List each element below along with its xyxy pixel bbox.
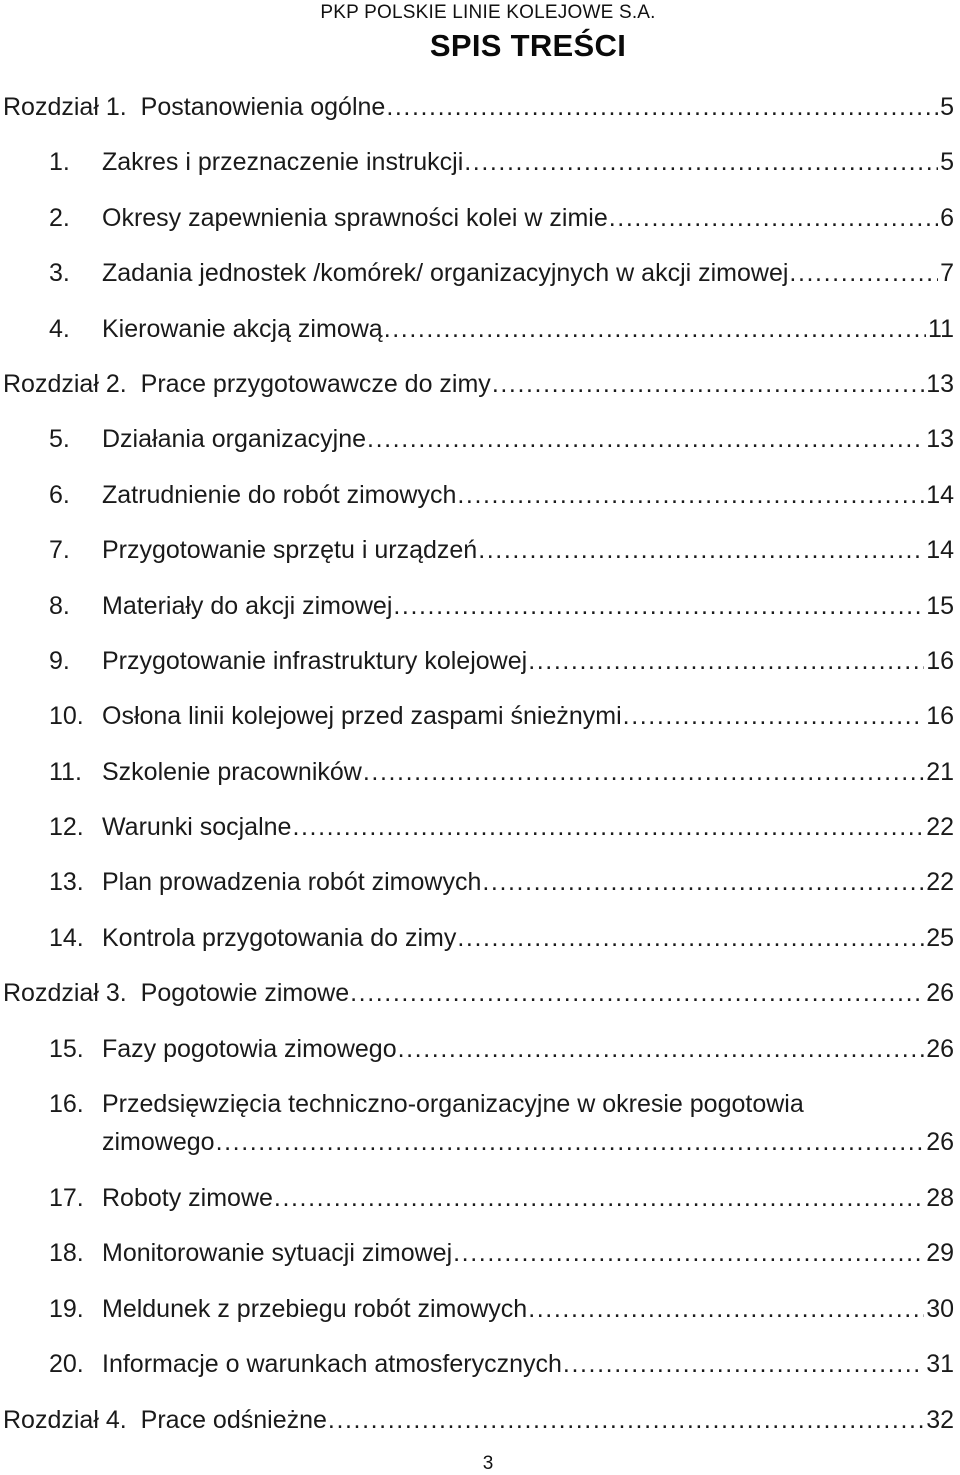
section-number: 11. xyxy=(49,757,82,786)
dot-leader xyxy=(464,147,938,177)
section-title: Informacje o warunkach atmosferycznych xyxy=(102,1350,562,1379)
dot-leader xyxy=(789,258,938,288)
toc-section-entry[interactable] xyxy=(0,741,960,796)
toc-page-number: 26 xyxy=(926,1128,954,1157)
toc-section-entry[interactable] xyxy=(0,1278,960,1333)
toc-page-number: 30 xyxy=(926,1294,954,1323)
section-title: Plan prowadzenia robót zimowych xyxy=(102,868,482,897)
page-title: SPIS TREŚCI xyxy=(429,28,627,63)
toc-chapter-entry[interactable] xyxy=(0,353,960,408)
dot-leader xyxy=(398,1034,925,1064)
dot-leader xyxy=(457,480,924,510)
dot-leader xyxy=(528,1294,924,1324)
section-number: 3. xyxy=(49,259,70,288)
section-title: Działania organizacyjne xyxy=(102,425,367,454)
section-number: 19. xyxy=(49,1294,84,1323)
section-title: Przygotowanie sprzętu i urządzeń xyxy=(102,536,478,565)
section-title: Zadania jednostek /komórek/ organizacyjnych w akcji zimowej xyxy=(102,259,789,288)
toc-section-entry[interactable] xyxy=(0,796,960,851)
section-number: 1. xyxy=(49,148,70,177)
toc-page-number: 14 xyxy=(926,480,954,509)
toc-page-number: 26 xyxy=(926,1034,954,1063)
chapter-title: Pogotowie zimowe xyxy=(140,979,350,1008)
section-number: 2. xyxy=(49,203,70,232)
toc-page-number: 11 xyxy=(928,314,954,343)
dot-leader xyxy=(274,1183,924,1213)
toc-section-entry[interactable] xyxy=(0,630,960,685)
toc-page-number: 16 xyxy=(926,702,954,731)
section-title: Kontrola przygotowania do zimy xyxy=(102,923,457,952)
dot-leader xyxy=(492,369,924,399)
page-number: 3 xyxy=(482,1453,494,1474)
toc-page-number: 21 xyxy=(926,757,954,786)
toc-section-entry[interactable] xyxy=(0,519,960,574)
chapter-title: Prace odśnieżne xyxy=(140,1405,327,1434)
toc-section-entry[interactable] xyxy=(0,1167,960,1222)
chapter-label: Rozdział 3. xyxy=(3,979,127,1008)
section-title: Okresy zapewnienia sprawności kolei w zimie xyxy=(102,203,608,232)
toc-section-entry[interactable] xyxy=(0,1018,960,1073)
toc-page-number: 5 xyxy=(940,93,954,121)
section-title: Przygotowanie infrastruktury kolejowej xyxy=(102,646,528,675)
toc-section-entry[interactable] xyxy=(0,1222,960,1277)
dot-leader xyxy=(453,1238,924,1268)
dot-leader xyxy=(386,92,938,122)
toc-page-number: 7 xyxy=(940,259,954,288)
section-title-line2: zimowego xyxy=(102,1128,215,1157)
toc-section-entry[interactable] xyxy=(0,1333,960,1388)
toc-section-entry[interactable] xyxy=(0,685,960,740)
toc-page-number: 15 xyxy=(926,591,954,620)
toc-page-number: 28 xyxy=(926,1184,954,1213)
dot-leader xyxy=(216,1127,925,1157)
section-title: Roboty zimowe xyxy=(102,1184,273,1213)
section-number: 5. xyxy=(49,425,70,454)
toc-section-entry[interactable] xyxy=(0,464,960,519)
toc-section-entry[interactable] xyxy=(0,131,960,186)
toc-chapter-entry[interactable] xyxy=(0,962,960,1017)
dot-leader xyxy=(623,701,925,731)
toc-page-number: 26 xyxy=(926,979,954,1008)
section-title-line1: Przedsięwzięcia techniczno-organizacyjne w okresie pogotowia xyxy=(102,1090,804,1119)
section-number: 7. xyxy=(49,536,70,565)
dot-leader xyxy=(367,424,924,454)
chapter-title: Prace przygotowawcze do zimy xyxy=(140,369,491,398)
dot-leader xyxy=(363,757,924,787)
toc-section-entry[interactable] xyxy=(0,851,960,906)
section-title: Zatrudnienie do robót zimowych xyxy=(102,480,457,509)
toc-chapter-entry[interactable] xyxy=(0,1389,960,1444)
dot-leader xyxy=(478,535,924,565)
section-number: 18. xyxy=(49,1239,84,1268)
section-number: 13. xyxy=(49,868,84,897)
dot-leader xyxy=(350,978,924,1008)
table-of-contents xyxy=(0,76,960,1444)
dot-leader xyxy=(563,1349,924,1379)
toc-page-number: 6 xyxy=(940,203,954,232)
section-number: 12. xyxy=(49,813,84,842)
section-number: 6. xyxy=(49,480,70,509)
dot-leader xyxy=(328,1405,924,1435)
section-title: Osłona linii kolejowej przed zaspami śnieżnymi xyxy=(102,702,622,731)
toc-page-number: 5 xyxy=(940,148,954,177)
chapter-label: Rozdział 2. xyxy=(3,369,127,398)
section-title: Fazy pogotowia zimowego xyxy=(102,1034,397,1063)
toc-page-number: 29 xyxy=(926,1239,954,1268)
section-title: Szkolenie pracowników xyxy=(102,757,362,786)
toc-page-number: 22 xyxy=(926,868,954,897)
toc-section-entry[interactable] xyxy=(0,575,960,630)
toc-section-entry[interactable] xyxy=(0,1073,960,1167)
toc-section-entry[interactable] xyxy=(0,298,960,353)
section-number: 15. xyxy=(49,1034,84,1063)
section-title: Kierowanie akcją zimową xyxy=(102,314,383,343)
toc-page-number: 14 xyxy=(926,536,954,565)
section-number: 14. xyxy=(49,923,84,952)
section-number: 20. xyxy=(49,1350,84,1379)
toc-section-entry[interactable] xyxy=(0,187,960,242)
company-header: PKP POLSKIE LINIE KOLEJOWE S.A. xyxy=(320,2,656,23)
chapter-label: Rozdział 4. xyxy=(3,1405,127,1434)
section-number: 16. xyxy=(49,1090,84,1119)
dot-leader xyxy=(482,867,924,897)
section-number: 8. xyxy=(49,591,70,620)
chapter-label: Rozdział 1. xyxy=(3,93,127,121)
section-title: Meldunek z przebiegu robót zimowych xyxy=(102,1294,528,1323)
dot-leader xyxy=(384,314,926,344)
toc-section-entry[interactable] xyxy=(0,408,960,463)
toc-page-number: 13 xyxy=(926,369,954,398)
section-title: Monitorowanie sytuacji zimowej xyxy=(102,1239,453,1268)
section-title: Zakres i przeznaczenie instrukcji xyxy=(102,148,464,177)
section-number: 17. xyxy=(49,1184,84,1213)
chapter-title: Postanowienia ogólne xyxy=(140,93,386,121)
section-number: 9. xyxy=(49,646,70,675)
section-number: 10. xyxy=(49,702,84,731)
toc-section-entry[interactable] xyxy=(0,907,960,962)
toc-page-number: 22 xyxy=(926,813,954,842)
section-title: Warunki socjalne xyxy=(102,813,292,842)
toc-page-number: 13 xyxy=(926,425,954,454)
dot-leader xyxy=(457,923,924,953)
toc-chapter-entry[interactable] xyxy=(0,76,960,131)
toc-page-number: 16 xyxy=(926,646,954,675)
dot-leader xyxy=(292,812,924,842)
toc-section-entry[interactable] xyxy=(0,242,960,297)
toc-page-number: 32 xyxy=(926,1405,954,1434)
toc-page-number: 25 xyxy=(926,923,954,952)
dot-leader xyxy=(393,591,924,621)
dot-leader xyxy=(609,203,938,233)
dot-leader xyxy=(528,646,924,676)
section-title: Materiały do akcji zimowej xyxy=(102,591,393,620)
section-number: 4. xyxy=(49,314,70,343)
toc-page-number: 31 xyxy=(926,1350,954,1379)
